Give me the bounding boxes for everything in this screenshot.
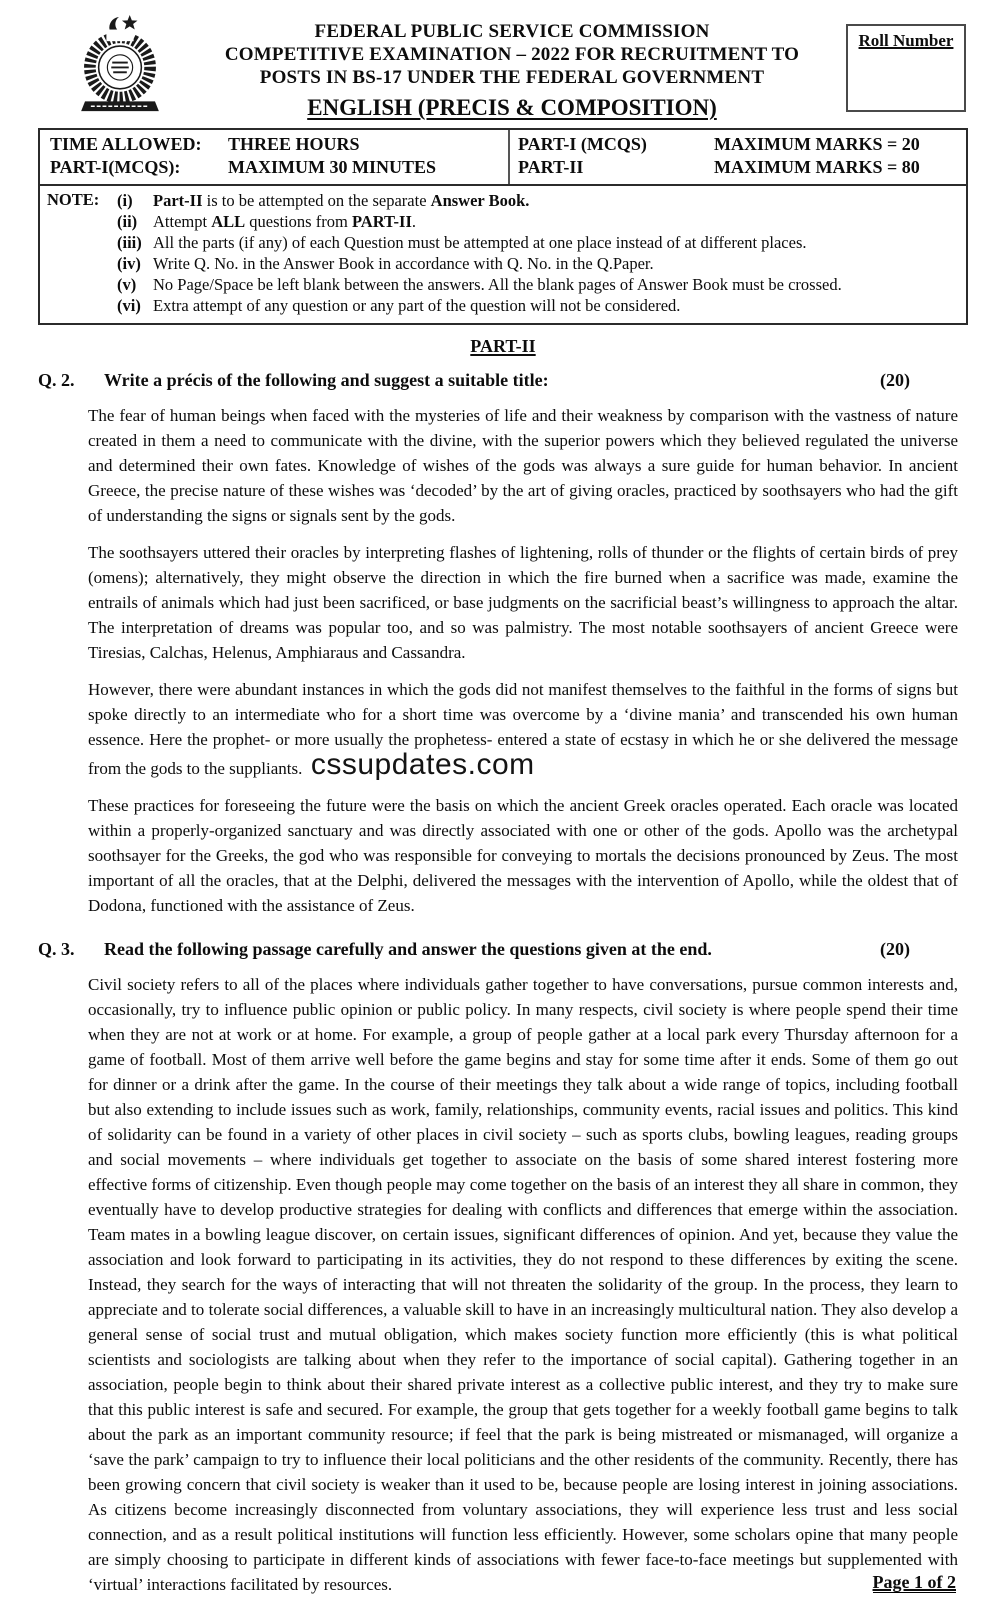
q2-marks: (20) xyxy=(880,370,910,390)
note-label: NOTE: xyxy=(47,190,100,209)
fpsc-crest-icon xyxy=(52,14,188,116)
q2-paragraph-1: The fear of human beings when faced with the mysteries of life and their weakness by comparison with the vastness of nature created in them a need to communicate with the divine, with the superior powers which they believed regulated the universe and determined their own fates. Knowledge of wishes of the gods was always a sure guide for human behavior. In ancient Greece, the precise nature of these wishes was ‘decoded’ by the art of giving oracles, practiced by soothsayers who had the gift of understanding the signs or signals sent by the gods. xyxy=(88,406,958,525)
note-item-number: (v) xyxy=(117,275,137,294)
note-item xyxy=(117,232,958,253)
header xyxy=(38,12,968,121)
part2-label: PART-II xyxy=(518,157,584,177)
fpsc-crest-icon xyxy=(38,12,178,121)
time-allowed-value: THREE HOURS xyxy=(228,134,360,154)
q2-paragraph-4: These practices for foreseeing the future were the basis on which the ancient Greek oracles operated. Each oracle was located within a properly-organized sanctuary and was directly associated with one or other of the gods. Apollo was the archetypal soothsayer for the Greeks, the god who was responsible for conveying to mortals the decisions pronounced by Zeus. The most important of all the oracles, that at the Delphi, delivered the messages with the intervention of Apollo, while the oldest that of Dodona, functioned with the assistance of Zeus. xyxy=(88,796,958,915)
watermark-text: cssupdates.com xyxy=(310,748,535,781)
exam-title-line-1: COMPETITIVE EXAMINATION – 2022 FOR RECRUITMENT TO xyxy=(224,44,800,65)
note-item-text: All the parts (if any) of each Question must be attempted at one place instead of at different places. xyxy=(153,233,807,252)
part2-marks-row xyxy=(518,156,958,179)
note-item-text: Extra attempt of any question or any part of the question will not be considered. xyxy=(153,296,681,315)
q3-passage-block xyxy=(88,972,958,1597)
note-box xyxy=(40,186,966,323)
subject-title: ENGLISH (PRECIS & COMPOSITION) xyxy=(307,95,717,120)
header-title-block xyxy=(178,12,846,121)
part1-label: PART-I (MCQS) xyxy=(518,134,647,154)
q2-passage xyxy=(88,403,958,918)
page-number: Page 1 of 2 xyxy=(872,1572,956,1592)
q3-title: Read the following passage carefully and answer the questions given at the end. xyxy=(104,939,712,959)
note-item-number: (iv) xyxy=(117,254,141,273)
note-item-number: (iii) xyxy=(117,233,142,252)
roll-number-box xyxy=(846,24,966,112)
q2-heading xyxy=(38,369,968,391)
q2-number: Q. 2. xyxy=(38,370,75,390)
note-item xyxy=(117,190,958,211)
q3-number: Q. 3. xyxy=(38,939,75,959)
organization-name: FEDERAL PUBLIC SERVICE COMMISSION xyxy=(314,21,710,42)
note-item xyxy=(117,274,958,295)
q2-paragraph-2: The soothsayers uttered their oracles by interpreting flashes of lightening, rolls of thunder or the flights of certain birds of prey (omens); alternatively, they might observe the direction in which the fire burned when a sacrifice was made, examine the entrails of animals which had just been sacrificed, or base judgments on the sacrificial beast’s willingness to approach the altar. The interpretation of dreams was popular too, and so was palmistry. The most notable soothsayers of ancient Greece were Tiresias, Calchas, Helenus, Amphiaraus and Cassandra. xyxy=(88,543,958,662)
q3-heading xyxy=(38,938,968,960)
note-item xyxy=(117,211,958,232)
info-table xyxy=(40,130,966,186)
note-item-text: Part-II is to be attempted on the separate Answer Book. xyxy=(153,191,530,210)
note-item-number: (vi) xyxy=(117,296,141,315)
part2-heading: PART-II xyxy=(470,336,536,356)
q2-paragraph-3 xyxy=(88,677,958,781)
note-item-text: Write Q. No. in the Answer Book in accordance with Q. No. in the Q.Paper. xyxy=(153,254,654,273)
part1-marks-row xyxy=(518,133,958,156)
q3-marks: (20) xyxy=(880,939,910,959)
time-allowed-row xyxy=(50,133,500,156)
part2-marks: MAXIMUM MARKS = 80 xyxy=(714,157,920,177)
note-item-text: No Page/Space be left blank between the answers. All the blank pages of Answer Book must be crossed. xyxy=(153,275,842,294)
mcqs-time-value: MAXIMUM 30 MINUTES xyxy=(228,157,436,177)
marks-cell xyxy=(510,130,966,184)
note-item-number: (i) xyxy=(117,191,133,210)
note-item-text: Attempt ALL questions from PART-II. xyxy=(153,212,416,231)
mcqs-time-row xyxy=(50,156,500,179)
exam-title-line-2: POSTS IN BS-17 UNDER THE FEDERAL GOVERNMENT xyxy=(259,67,765,88)
note-item xyxy=(117,295,958,316)
q3-passage: Civil society refers to all of the places where individuals gather together to have conversations, pursue common interests and, occasionally, try to influence public opinion or public policy. In many respects, civil society is where people spend their time when they are not at work or at home. For example, a group of people gather at a local park every Thursday afternoon for a game of football. Most of them arrive well before the game begins and stay for some time after it ends. Some of them go out for dinner or a drink after the game. In the course of their meetings they talk about a wide range of topics, including football but also extending to include issues such as work, family, relationships, community events, racial issues and politics. This kind of solidarity can be found in a variety of other places in civil society – such as sports clubs, bowling leagues, reading groups and social movements – where individuals get together to associate on the basis of some shared interest fostering more effective forms of citizenship. Even though people may come together on the basis of an interest they all share in common, they eventually have to develop productive strategies for dealing with conflicts and differences that emerge within the association. Team mates in a bowling league discover, on certain issues, significant differences of opinion. And yet, because they value the association and look forward to participating in its activities, they do not respond to these differences by exiting the scene. Instead, they search for the ways of interacting that will not threaten the solidarity of the group. In the process, they learn to appreciate and to tolerate social differences, a valuable skill to have in an increasingly multicultural nation. They also develop a general sense of social trust and mutual obligation, which makes society function more efficiently (this is what political scientists and sociologists are talking about when they refer to the importance of social capital). Gathering together in an association, people begin to think about their shared private interest as a collective public interest, and they try to make sure that this public interest is safe and secured. For example, the group that gets together for a weekly football game begins to talk about the park as an important community resource; if feel that the park is being mistreated or mismanaged, will organize a ‘save the park’ campaign to try to influence their local politicians and the other residents of the community. Recently, there has been growing concern that civil society is weaker than it used to be, because people are losing interest in joining associations. As citizens become increasingly disconnected from voluntary associations, they will experience less trust and less social connection, and as a result political institutions will function less efficiently. However, some scholars opine that many people are simply choosing to participate in different kinds of associations with fewer face-to-face meetings but supplemented with ‘virtual’ interactions facilitated by resources. xyxy=(88,975,958,1594)
time-allowed-cell xyxy=(40,130,510,184)
mcqs-time-label: PART-I(MCQS): xyxy=(50,157,181,177)
instructions-box xyxy=(38,128,968,325)
roll-number-label: Roll Number xyxy=(858,31,954,50)
part1-marks: MAXIMUM MARKS = 20 xyxy=(714,134,920,154)
time-allowed-label: TIME ALLOWED: xyxy=(50,134,202,154)
q2-paragraph-3-text: However, there were abundant instances in which the gods did not manifest themselves to the faithful in the forms of signs but spoke directly to an intermediate who for a short time was overcome by a ‘divine mania’ and transcended his own human essence. Here the prophet- or more usually the prophetess- entered a state of ecstasy in which he or she delivered the message from the gods to the suppliants. xyxy=(88,680,958,778)
note-item-number: (ii) xyxy=(117,212,138,231)
note-item xyxy=(117,253,958,274)
note-items xyxy=(117,190,958,316)
q2-title: Write a précis of the following and suggest a suitable title: xyxy=(104,370,549,390)
